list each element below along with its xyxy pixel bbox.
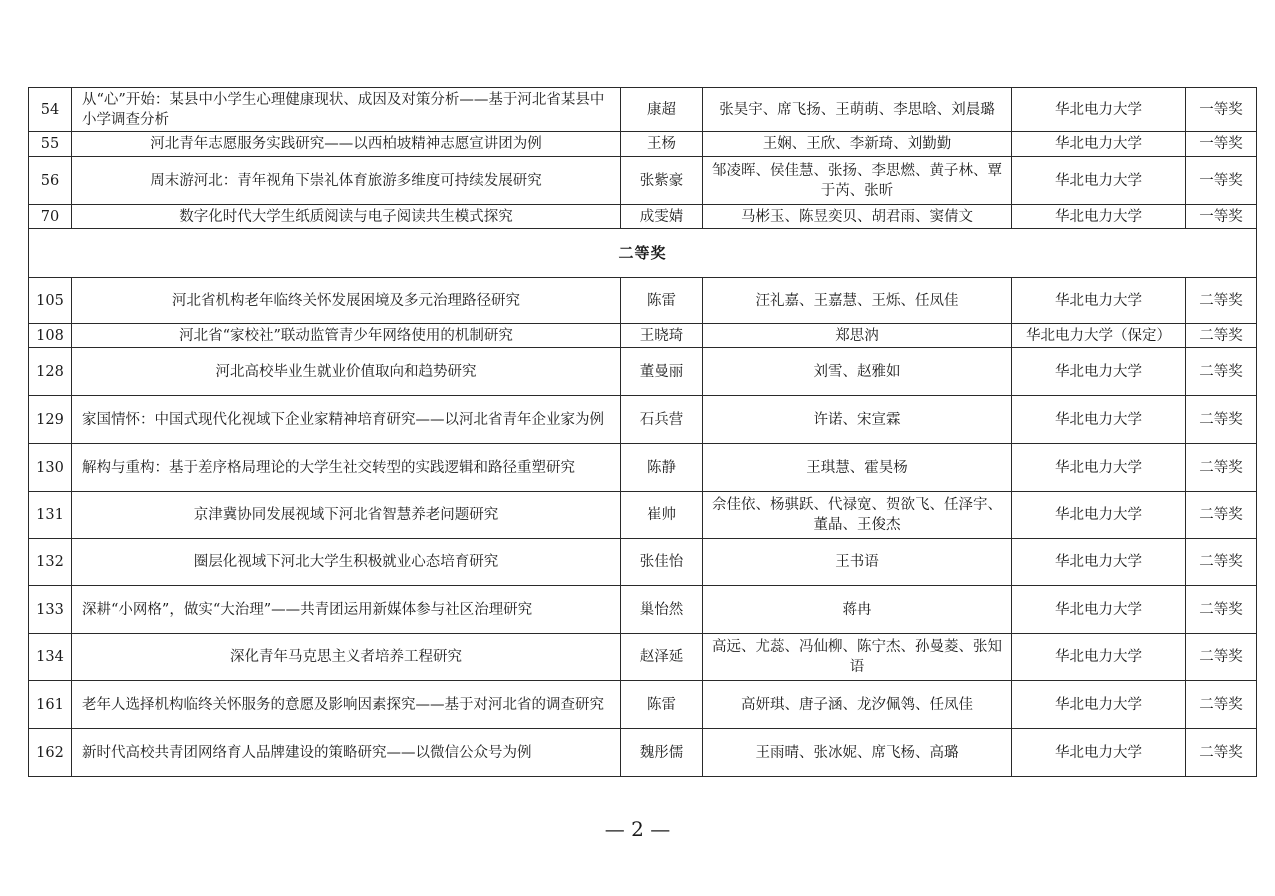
cell-project-title: 深化青年马克思主义者培养工程研究	[72, 634, 621, 681]
cell-members: 郑思汭	[703, 324, 1012, 348]
cell-award: 二等奖	[1186, 396, 1257, 444]
cell-award: 二等奖	[1186, 729, 1257, 777]
table-row	[29, 132, 1257, 157]
cell-project-title: 京津冀协同发展视域下河北省智慧养老问题研究	[72, 492, 621, 539]
cell-members: 王娴、王欣、李新琦、刘勤勤	[703, 132, 1012, 157]
table-row	[29, 205, 1257, 229]
cell-award: 二等奖	[1186, 492, 1257, 539]
cell-leader: 成雯婧	[621, 205, 703, 229]
cell-school: 华北电力大学	[1012, 539, 1186, 586]
cell-number: 105	[29, 278, 72, 324]
cell-number: 108	[29, 324, 72, 348]
cell-number: 162	[29, 729, 72, 777]
cell-number: 128	[29, 348, 72, 396]
table-row	[29, 88, 1257, 132]
cell-members: 王书语	[703, 539, 1012, 586]
cell-number: 54	[29, 88, 72, 132]
cell-leader: 董曼丽	[621, 348, 703, 396]
cell-project-title: 圈层化视域下河北大学生积极就业心态培育研究	[72, 539, 621, 586]
cell-leader: 陈静	[621, 444, 703, 492]
cell-award: 二等奖	[1186, 348, 1257, 396]
table-row	[29, 586, 1257, 634]
cell-project-title: 从“心”开始：某县中小学生心理健康现状、成因及对策分析——基于河北省某县中小学调查分析	[72, 88, 621, 132]
table-row	[29, 348, 1257, 396]
cell-school: 华北电力大学	[1012, 729, 1186, 777]
cell-school: 华北电力大学	[1012, 681, 1186, 729]
cell-number: 132	[29, 539, 72, 586]
cell-project-title: 河北青年志愿服务实践研究——以西柏坡精神志愿宣讲团为例	[72, 132, 621, 157]
cell-school: 华北电力大学	[1012, 205, 1186, 229]
cell-members: 高妍琪、唐子涵、龙汐佩鸰、任凤佳	[703, 681, 1012, 729]
table-row	[29, 492, 1257, 539]
cell-project-title: 河北省机构老年临终关怀发展困境及多元治理路径研究	[72, 278, 621, 324]
cell-award: 二等奖	[1186, 539, 1257, 586]
cell-award: 二等奖	[1186, 444, 1257, 492]
cell-number: 131	[29, 492, 72, 539]
cell-school: 华北电力大学	[1012, 348, 1186, 396]
cell-leader: 王杨	[621, 132, 703, 157]
page-number: — 2 —	[604, 817, 671, 841]
cell-school: 华北电力大学	[1012, 492, 1186, 539]
cell-project-title: 河北省“家校社”联动监管青少年网络使用的机制研究	[72, 324, 621, 348]
cell-award: 一等奖	[1186, 205, 1257, 229]
cell-leader: 赵泽延	[621, 634, 703, 681]
table-row	[29, 278, 1257, 324]
cell-number: 161	[29, 681, 72, 729]
cell-leader: 巢怡然	[621, 586, 703, 634]
cell-number: 134	[29, 634, 72, 681]
cell-members: 王雨晴、张冰妮、席飞杨、高璐	[703, 729, 1012, 777]
table-row	[29, 634, 1257, 681]
table-row	[29, 444, 1257, 492]
section-heading-row	[29, 229, 1257, 278]
cell-members: 高远、尤蕊、冯仙柳、陈宁杰、孙曼菱、张知语	[703, 634, 1012, 681]
cell-members: 刘雪、赵雅如	[703, 348, 1012, 396]
cell-members: 马彬玉、陈昱奕贝、胡君雨、窦倩文	[703, 205, 1012, 229]
cell-members: 张昊宇、席飞扬、王萌萌、李思晗、刘晨璐	[703, 88, 1012, 132]
cell-award: 二等奖	[1186, 324, 1257, 348]
cell-number: 130	[29, 444, 72, 492]
table-row	[29, 157, 1257, 205]
cell-school: 华北电力大学	[1012, 88, 1186, 132]
cell-number: 133	[29, 586, 72, 634]
table-row	[29, 681, 1257, 729]
cell-members: 蒋冉	[703, 586, 1012, 634]
cell-school: 华北电力大学	[1012, 634, 1186, 681]
cell-award: 二等奖	[1186, 586, 1257, 634]
cell-leader: 崔帅	[621, 492, 703, 539]
cell-number: 70	[29, 205, 72, 229]
cell-number: 129	[29, 396, 72, 444]
cell-award: 一等奖	[1186, 132, 1257, 157]
cell-school: 华北电力大学	[1012, 132, 1186, 157]
cell-award: 二等奖	[1186, 634, 1257, 681]
cell-members: 王琪慧、霍昊杨	[703, 444, 1012, 492]
cell-project-title: 家国情怀：中国式现代化视域下企业家精神培育研究——以河北省青年企业家为例	[72, 396, 621, 444]
cell-leader: 张紫豪	[621, 157, 703, 205]
table-row	[29, 324, 1257, 348]
cell-school: 华北电力大学	[1012, 278, 1186, 324]
table-row	[29, 396, 1257, 444]
cell-number: 55	[29, 132, 72, 157]
cell-school: 华北电力大学	[1012, 586, 1186, 634]
cell-award: 二等奖	[1186, 278, 1257, 324]
cell-project-title: 深耕“小网格”，做实“大治理”——共青团运用新媒体参与社区治理研究	[72, 586, 621, 634]
cell-members: 汪礼嘉、王嘉慧、王烁、任凤佳	[703, 278, 1012, 324]
cell-number: 56	[29, 157, 72, 205]
cell-leader: 张佳怡	[621, 539, 703, 586]
cell-school: 华北电力大学	[1012, 396, 1186, 444]
table-row	[29, 729, 1257, 777]
cell-members: 佘佳依、杨骐跃、代禄宽、贺欲飞、任泽宇、董晶、王俊杰	[703, 492, 1012, 539]
cell-leader: 康超	[621, 88, 703, 132]
cell-leader: 陈雷	[621, 278, 703, 324]
awards-table-body	[29, 88, 1257, 777]
cell-project-title: 解构与重构：基于差序格局理论的大学生社交转型的实践逻辑和路径重塑研究	[72, 444, 621, 492]
cell-award: 二等奖	[1186, 681, 1257, 729]
cell-school: 华北电力大学	[1012, 157, 1186, 205]
cell-project-title: 周末游河北：青年视角下崇礼体育旅游多维度可持续发展研究	[72, 157, 621, 205]
cell-leader: 石兵营	[621, 396, 703, 444]
cell-award: 一等奖	[1186, 88, 1257, 132]
cell-school: 华北电力大学	[1012, 444, 1186, 492]
table-row	[29, 539, 1257, 586]
cell-members: 许诺、宋宣霖	[703, 396, 1012, 444]
cell-project-title: 老年人选择机构临终关怀服务的意愿及影响因素探究——基于对河北省的调查研究	[72, 681, 621, 729]
cell-leader: 魏彤儒	[621, 729, 703, 777]
section-heading-second-prize: 二等奖	[29, 229, 1257, 278]
cell-project-title: 数字化时代大学生纸质阅读与电子阅读共生模式探究	[72, 205, 621, 229]
cell-award: 一等奖	[1186, 157, 1257, 205]
cell-members: 邹凌晖、侯佳慧、张扬、李思燃、黄子林、覃于芮、张昕	[703, 157, 1012, 205]
cell-school: 华北电力大学（保定）	[1012, 324, 1186, 348]
cell-leader: 王晓琦	[621, 324, 703, 348]
cell-leader: 陈雷	[621, 681, 703, 729]
awards-table	[28, 87, 1257, 777]
cell-project-title: 河北高校毕业生就业价值取向和趋势研究	[72, 348, 621, 396]
cell-project-title: 新时代高校共青团网络育人品牌建设的策略研究——以微信公众号为例	[72, 729, 621, 777]
